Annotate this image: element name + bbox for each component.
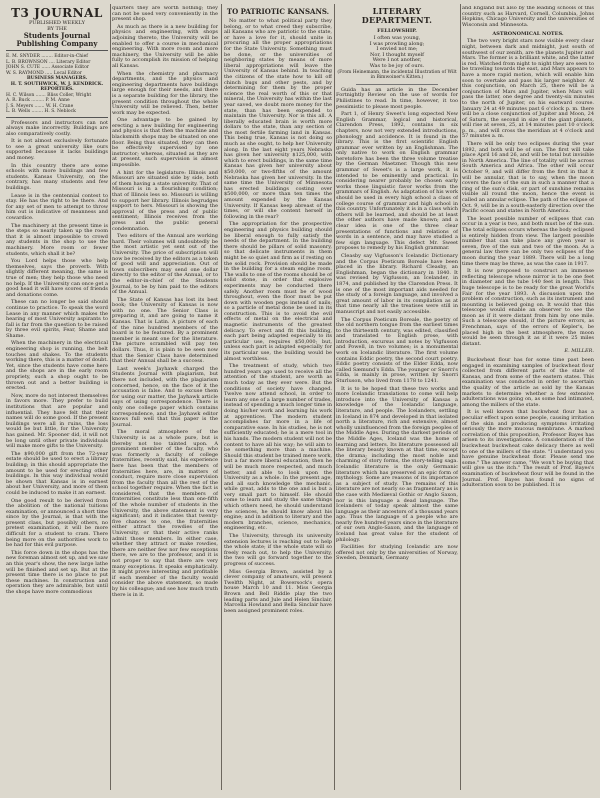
paragraph: One good result to be derived from the abolition of the national tuitions examination, or announced a short time since by the Journal, is that with the present class, but possibly others, no pretest examination, it will be more difficult for a student to cram. There being more on the authorities work to be had for this evil purpose. bbox=[6, 497, 108, 549]
reporter-line: H. C. Wilson ....... Bliss Coller, Wright bbox=[6, 92, 92, 98]
column-rule bbox=[334, 4, 335, 790]
paragraph: quarters they are worth nothing; they can not be used very conveniently in the present shop. bbox=[112, 6, 218, 23]
reporter-line: A. R. Buck ......... P. M. Anne bbox=[6, 98, 70, 103]
column-3 bbox=[224, 6, 332, 786]
staff-line: W. S. RAYMOND ..... Local Editor bbox=[6, 70, 82, 76]
paper-name: T3 JOURNAL bbox=[11, 6, 103, 20]
poem-source: (From Heinemann, the incidental Illustration of Wilt in Bimwoiner's Kitten.) bbox=[337, 69, 457, 81]
column-2 bbox=[112, 6, 218, 786]
masthead bbox=[6, 6, 108, 51]
frequency: PUBLISHED WEEKLY bbox=[29, 20, 85, 26]
poem-line: Were I not another, bbox=[372, 57, 422, 64]
paragraph: The moral atmosphere of the University is as a whole pure, but is thereby not too tainted upon. A prominent member of the faculty, who was formerly a faculty of college fraternities, recently said, his experience here has been that the members of fraternities here, are, in matters of conduct, require more close supervision from the faculty than all the rest of the school together require. When the fact is considered, that the members of fraternities constitute less than one-fifth of the whole number of students in the University, the above statement is very significant; and it indicates that twenty-five chances to one, the fraternities either attract the rowdies of the University, or that their active ranks admit those members. In either case, whether they attract or make rowdies, there are neither few nor few exceptions there, we are to the professor, and it is not proper to say that there are very many exceptions. It speaks emphatically. It might prove interesting and profitable if each member of the faculty would consider the above statement, so made by his colleague; and see how much truth there is in it. bbox=[112, 429, 218, 598]
paragraph: Cleasby say Vigfusson's Icelandic Dictionary and the Corpus Poeticum Boreale have been placed in the library. Richard Cleasby, an Englishman, began the dictionary in 1840. It was revised by Vigfusson, an Icelander, in 1874, and published by the Clarendon Press. It is one of the most important aids needed for the study of a foreign language, and involved a great amount of labor in its compilation as at that time nearly all the treatises were still in manuscript and not easily accessible. bbox=[336, 252, 458, 315]
poem-line: I envied not me; bbox=[376, 46, 418, 53]
section-heading: LITERARY DEPARTMENT. bbox=[361, 6, 433, 25]
by-line: BY THE bbox=[47, 26, 67, 32]
column-5 bbox=[462, 6, 594, 786]
signature: E. MILLER. bbox=[564, 348, 594, 355]
paragraph: You Lord helps those who help themselves, says the proverb. With slightly different meaning, the same is true of men; they help those who need no help. If the University can once get a good head it will have scores of friends and donations come. bbox=[6, 258, 108, 298]
paragraph: The State of Kansas has lost its best book; the University of Kansas is now with no one. The Senior Class is preparing it, and are going to name it Kansas. That is Latin. A picture of each of the nine hundred members of the board is to be featured. By a prominent member is meant one for the literature. The picture scrambled will pay ten dollars. Thus, it is plain to be seen now that the Senior Class have determined that their Annual shall be a success. bbox=[112, 296, 218, 365]
staff-line: JOHN S. CUTE ...... Associate Editor bbox=[6, 65, 89, 70]
column-1 bbox=[6, 6, 108, 786]
paragraph: A hint for the legislature: Illinois and Missouri are situated side by side, both of them having a state university. That of Missouri is in a flourishing condition; that of Illinois less so. Missouri is willing to support her library. Illinois begrudges support to hers. Missouri is showing the approval of the press and of public sentiment; Illinois receives from the press and the public general condemnation. bbox=[112, 169, 218, 232]
paragraph: The $90,000 gift from the 72-year estate should be used to erect a library building; in this should appropriate the amount to be used for erecting other buildings. In this way individual would be shown that Kansas is in earnest about her University, and more of them could be induced to make it an earnest. bbox=[6, 450, 108, 496]
divider bbox=[356, 84, 438, 85]
business-managers: H. T. SOUTHWICK, W. J. KENDRICK. bbox=[10, 81, 104, 87]
column-4 bbox=[336, 6, 458, 786]
paragraph: As much as there is a new building for physics and engineering, with shops adjoining thereto, the University will be enabled to offer a course in mechanical engineering. With more room and more machinery, the University will be able fully to accomplish its mission of helping all Kansas. bbox=[112, 23, 218, 69]
paragraph: It is to be hoped that these two works and more Icelandic translations to come will help introduce into the University of Kansas a knowledge of the Icelandic language, literature, and people. The Icelanders, settling in Iceland in 874 and developed in that isolated north a literature, rich and extensive, almost wholly uninfluenced from the foreign peoples of the Middle Ages. During the darkest periods of the Middle Ages, Iceland was the home of learning and letters. Its literature possessed all the literary beauty known at that time, except the drama; including the most noble and charming of story forms, the story-telling saga. Icelandic literature is the only Germanic literature which has preserved an epic form of mythology. Some are reasons of its importance as a subject of study. The remains of this literature are not nearly so as fragmentary as is the case with Mediæval Gothic or Anglo Saxon, nor is this language a dead language. The Icelanders of today speak almost the same language as their ancestors of a thousand years ago. Thus the language of a people who are nearly five hundred years since in the literature of our own Anglo-Saxon, and the language of Iceland has great value for the student of philology. bbox=[336, 385, 458, 543]
paragraph: The University, through its university extension lectures is reaching out to help the whole state; if the whole state will so freely reach out, to help the University, the two will go forward together to the progress of success. bbox=[224, 533, 332, 567]
staff-box bbox=[6, 54, 108, 118]
column-rule bbox=[460, 4, 461, 790]
paragraph: The two very bright stars now visible every clear night, between dark and midnight, just south of southwest of our zenith, are the planets Jupiter and Mars. The former is a brilliant white, and the latter is red. Watched from night to night they are seen to be traveling towards the east, and Mars appears to have a more rapid motion, which will enable him soon to overtake and pass his larger neighbor. At this conjunction, on March 25, there will be a conjunction of Mars and Jupiter, when Mars will pass the latter, one degree and twenty-six minutes to the north of Jupiter, on his eastward course. January 24 at 49 minutes past 6 o'clock p. m. there will be a close conjunction of Jupiter and Moon, 24 of Saturn, the second in size of the giant planets, will rise at seven, 25, at 14 minutes past 10 o'clock p. m., and will cross the meridian at 4 o'clock and 57 minutes a. m. bbox=[462, 38, 594, 140]
business-heading: BUSINESS MANAGERS. bbox=[26, 76, 88, 81]
paragraph: Miss Georgia Brown, assisted by a clever company of amateurs, will present Twelfth Night, at Bowersock's opera house March 10 and 11. Miss Georgia Brown and Bell Riddle play the two leading parts and Jule and Helen Sinclair, Marcella Howland and Bella Sinclair have been assigned prominent roles. bbox=[224, 568, 332, 614]
paragraph: Lease is in the centennial contest to stay. He has the right to be there. And for any set of men to attempt to throw him out is indicative of meanness and cowardice. bbox=[6, 192, 108, 221]
paragraph: Facilities for studying Icelandic are now offered not only by the universities of Norway, Sweden, Denmark, Germany bbox=[336, 544, 458, 562]
paragraph: One advantage to be gained by erecting a new building for engineering and physics is that then the machine and blacksmith shops may be situated on one floor. Being thus situated, they can then be effectively supervised by one instructor; whereas, situated as they are at present, such supervision is almost impossible. bbox=[112, 117, 218, 169]
paragraph: In this country there are some schools with more buildings and few students. Kansas University, on the contrary, has many students and few buildings. bbox=[6, 162, 108, 192]
poem-line: Nor, I thought myself bbox=[370, 51, 424, 58]
article-heading: TO PATRIOTIC KANSANS. bbox=[226, 7, 330, 16]
paragraph: These can no longer be said should continue to practice. To speak the word Lease in any manner which makes the hearing of most University aspirants to fall is far from the question to be raised by three evil spirits, Fear, Shame and Shame. bbox=[6, 299, 108, 339]
paragraph: The appropriation for the prospective engineering and physics building should be liberal enough to fully satisfy the needs of the department. In the building there should be pillars of solid masonry, so that delicate instruments in them might be so quiet and firm as if resting on the solid rock. Provision should be made in the building for a steam engine room. The walls to one of the rooms should be of solid stone, in order that explosive experiments may be conducted there safely. Another room must be of wood throughout, even the floor must be put down with wooden pegs instead of nails; so a particle of metal done be used in its construction. This is to avoid the evil effects of metal on the electrical and magnetic instruments of the greatest delicacy. To erect and fit this building, each part being adapted especially to its particular use, requires $50,000; but, unless each part is adapted especially for its particular use, the building would be almost worthless. bbox=[224, 221, 332, 362]
staff-line: E. M. SNYDER ........ Editor-in-Chief bbox=[6, 54, 88, 59]
poem-line: Was to be joy of ours. bbox=[369, 62, 425, 69]
paragraph: No matter to what political party they belong, or to what creed they subscribe, all Kansans who are patriotic to the state, or have a love for it, should unite in procuring all the proper appropriations for the State University. Something must be done, or the universities of neighboring states by means of more liberal appropriations will leave the University of Kansas behind. In teaching the citizens of the state how to kill off chinch bugs and other pests, and by determining for them by the proper science the real worth of this or that mineral, the University has within the last year saved, we doubt more money for the state, than has been expended to maintain the University. Nor is this all. A liberally educated brain is worth more dollars to the state, than any section of the most fertile farming land in Kansas. This being true, Kansas is not doing so much as she ought, to help her University along. In the last eight years Nebraska has given her university $125,000, with which to erect buildings, in the same time Kansas has given her university about $50,000, or two-fifths of the amount Nebraska has given her university. In the same time the University of Minnesota has erected buildings costing over $500,000, or more than ten times the amount expended by the Kansas University. If Kansas keep abreast of the times, or will she content herself in following in the rear? bbox=[224, 18, 332, 220]
reporter-line: L. B. Wells ........ H. S. Neblock bbox=[6, 109, 76, 114]
paragraph: The treatment of study, which two hundred years ago used to receive all the attention of the student, are worth as much today as they ever were. But the conditions of society have changed. Twelve now attend school, in order to learn any one of a large number of trades, instead of spending a much longer time in doing his/her work and learning his work at apprentices. The modern student accomplishes far more in a life of comparative ease. In his studies, he is not sufficiently educated; he is a mere tool in his hands. The modern student will not be content to have all his way; he will aim to be something more than a machine. Should this student be trained mere work, but a far more liberal education, then he will be much more respected, and much better, and able to look upon the University as a whole. In the present age, and all such knowledge the mechanic, while great, adds to the one and is but a very small part to himself. He should come to learn and study the same things which others need, he should understand the sciences, he should know about his engine; and in addition to literary and the modern branches, science, mechanics, engineering, etc. bbox=[224, 363, 332, 532]
paragraph: Buckwheat flour has for some time past been engaged in examining samples of buckwheat flour collected from different parts of the state of Kansas, and from some of the eastern states. This examination was conducted in order to ascertain the quality of the article as sold by the Kansas markets to determine whether a few extensive adulterations was going on, as some had intimated, among the millers of the state. bbox=[462, 357, 594, 408]
paragraph: It is well known that buckwheat flour has a peculiar effect upon some people, causing irritation of the skin and producing symptoms irritating seriously the more mucous membrane. A marked correlation of this proposition, Professor Bayes has arisen to its investigations. A consideration of the buckwheat buckwheat cake delicacy there as well to one of the millers of the state. "I understand you have genuine buckwheat flour. Please send me some." The answer came, "We won't be buying that will give us the itch." The result of Prof. Bayes's examination of buckwheat flour will be found in the Journal. Prof. Bayes has found no signs of adulteration soon to be published. It is bbox=[462, 409, 594, 489]
poem-title: FELLOWSHIP. bbox=[377, 28, 417, 34]
publisher: Students Journal Publishing Company bbox=[16, 31, 98, 48]
paragraph: This force down in the shops has the new foreman almost set up, and we saw an this year's show, the new large lathe will be finished and set up. But at the present time there is no place to put these machines. In construction and operation they are admirable, but until the shops have more commodious bbox=[6, 549, 108, 595]
paragraph: The machinery at the present time is the steps so nearly taken up the room that it is almost impossible to crowd any students in the shop to use the machinery. More room or fewer students, which shall it be? bbox=[6, 222, 108, 257]
paragraph: The Corpus Poeticum Boreale, the poetry of the old northern tongue from the earliest times to the thirteenth century, was edited, classified and translated to English prose, with introduction, excursus and notes by Vigfusson and Powell, in two volumes; is a monumental work on Icelandic literature. The first volume contains Eddic poetry, the second court poetry. Eddic poetry consists of the Elder Edda, now called Sæmund's Edda. The younger or Snorri's Edda, is mainly in prose, written by Snorri Sturluson, who lived from 1178 to 1241. bbox=[336, 316, 458, 385]
paragraph: and England but also by the leading schools of this country such as Harvard, Cornell, Columbia, Johns Hopkins, Chicago University and the universities of Wisconsin and Minnesota. bbox=[462, 6, 594, 28]
article-heading: ASTRONOMICAL NOTES. bbox=[492, 31, 564, 38]
paragraph: Professors and instructors can not always make incorrectly. Buildings are also comparatively costly. bbox=[6, 119, 108, 137]
paragraph: When the chemistry and pharmacy departments, and the physics and engineering departments have buildings large enough for their needs, and there is a separate building for the library, the present condition throughout the whole University will be relieved. Then, better work may be expected. bbox=[112, 70, 218, 116]
reporter-line: J. S. Meyers ....... W. H. Crane bbox=[6, 103, 74, 109]
poem-line: I often was young, bbox=[373, 35, 421, 41]
paragraph: Part 1, of Henry Sweet's long expected New English Grammar, logical and historical, Clarendon Press, 1892, contains in six chapters, now not very extended introductions, phonology and accidence. It is found in the library. This is the first scientific English grammar ever written by an Englishman. The only native to work on English grammar heretofore has been the three volume treatise by the German Maetzner. Though this new grammar of Sweet's is a large work, it is intended to be eminently and practical. In considering nearer probably be chosen early works those linguistic favor works from the grammars of English. As adaptation of his work should be used in every high school a class of college course of grammar and high school in this country. Unfortunately it is in a class which others will be learned, and should be at least the other authors have made known; and a clear idea is one of the three clear presentations of functions and relations of words in a sentence, and may have studied a few sign language. This defect Mr. Sweet proposes to remedy by his English grammar. bbox=[336, 111, 458, 252]
reporters-heading: REPORTERS. bbox=[40, 87, 74, 92]
staff-line: L. B. BROWNSON .... Literary Editor bbox=[6, 59, 91, 65]
paragraph: Last week's Jayhawk charged the Students Journal with plagiarism, but there not included, with the plagiarism concerned, hence, on the face of it the accusation is false. And to excuse them for using our matter, the Jayhawk article says of using correspondence. There is only one college paper which contains correspondence, and the Jayhawk editor knows full well that this paper is the Journal. bbox=[112, 365, 218, 428]
paragraph: There will be only two eclipses during the year 1892, and both will be of sun. The first will take place April 16 and 26, and will be total but invisible in North America. The line of totality will be across South America and Africa. The other will occur October 9, and will differ from the first in that it will be annular, that is to say, when the moon covers the face of the sun in such a manner that a ring of the sun's disk, or part of sunshine remains visible all round the moon, hence the event is called an annular eclipse. The path of the eclipse of Oct. 9, will be in a south-easterly direction over the Pacific ocean and states in North America. bbox=[462, 141, 594, 215]
paragraph: Now, more do not interest themselves in favors more. They prefer to build institutions that are popular and influential. They have felt that their names will do some good. If the present buildings were all in ruins, the loss would be but little, for the University has gained. Mr. Spooner did, it will not be long until other private individuals will make more gifts to the University. bbox=[6, 392, 108, 450]
paragraph: The least possible number of eclipses that can occur in a year is two, and both must be of the sun. The total eclipses occurs whereas the body eclipsed is entirely hidden from view. The largest possible number that can take place any given year is seven, five of the sun and two of the moon. As a general law there can be only two eclipses of the moon during the year 1889. There will be a long time there may be three, as was the case in 1917. bbox=[462, 215, 594, 267]
column-rule bbox=[221, 4, 222, 790]
paragraph: Two editors of the Annual are working hard. Their volumes will undoubtedly be the most artistic yet sent out of the University. The price of subscription will now be received by the editors as a token of good will and appreciation. Out of town subscribers may send one dollar directly to the editor of the Annual, or to the editor-in-chief of the Students Journal, to be by him paid to the editors of the Annual. bbox=[112, 233, 218, 296]
paragraph: Guida has an article in the December Fortnightly Review on the use of words for Philistines to read. In time, however, it too pessimistic to please most people. bbox=[336, 86, 458, 110]
column-rule bbox=[110, 4, 111, 790]
paragraph: When the machinery in the electrical engineering shop is running, the belt touches and shakes. To the students working there, this is a matter of doubt. Yet, since the students have come here and the shops are in the early room propriety, such a shop ought to be thrown out and a better building is erected. bbox=[6, 340, 108, 392]
paragraph: It is not almost exclusively fortunate to see a great university like ours supported because it lacks buildings and money. bbox=[6, 138, 108, 162]
poem bbox=[336, 36, 458, 81]
paragraph: It is now proposed to construct an immense reflecting telescope whose mirror is to be one feet in diameter and the tube 140 feet in length. This huge telescope is to be ready for the great World's Fair for the year 1893. A discussion upon the problem of construction, such as its instrument and mounting is believed going on. It would that this telescope would enable an observer to see the moon as if it were distant from him by one mile. Such a telescope should, if the picture errors, as Frenchman, says of the errors of Kepler's, be placed high in the best atmosphere, the moon would be seen through it as if it were 25 miles distant. bbox=[462, 268, 594, 347]
poem-line: I was prowling along; bbox=[369, 40, 425, 47]
